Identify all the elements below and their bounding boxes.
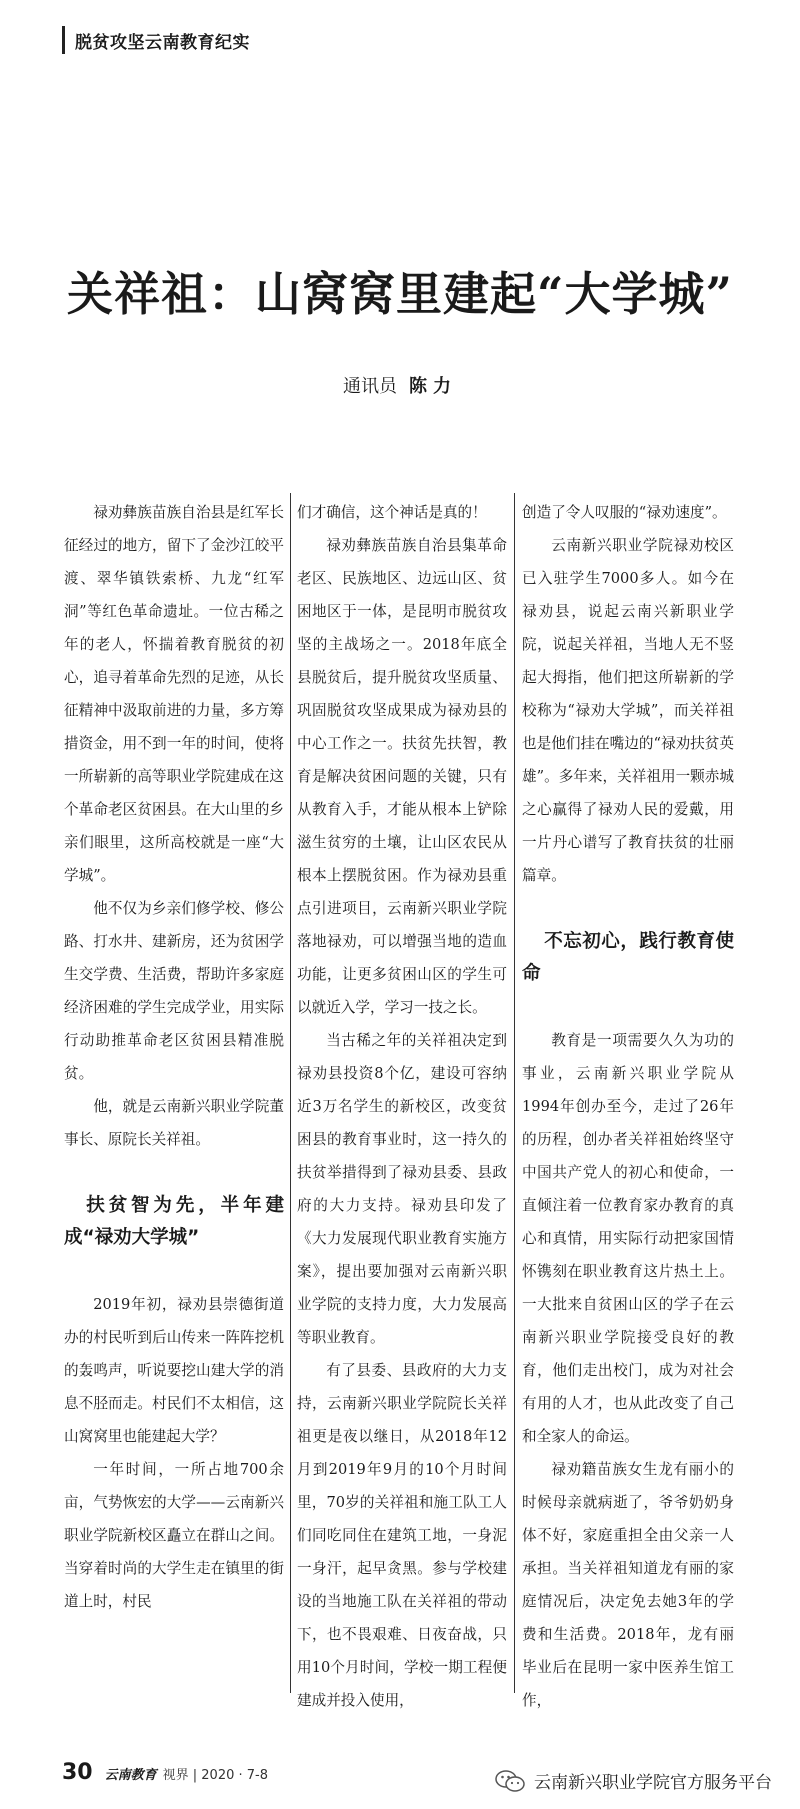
issue-info: 视界 | 2020 · 7-8	[162, 1768, 268, 1783]
paragraph: 禄劝彝族苗族自治县是红军长征经过的地方，留下了金沙江皎平渡、翠华镇铁索桥、九龙“红军洞”等红色革命遗址。一位古稀之年的老人，怀揣着教育脱贫的初心，追寻着革命先烈的足迹，从长征精神中汲取前进的力量，多方筹措资金，用不到一年的时间，使将一所崭新的高等职业学院建成在这个革命老区贫困县。在大山里的乡亲们眼里，这所高校就是一座“大学城”。	[64, 504, 284, 884]
paragraph: 禄劝彝族苗族自治县集革命老区、民族地区、边远山区、贫困地区于一体，是昆明市脱贫攻坚的主战场之一。2018年底全县脱贫后，提升脱贫攻坚质量、巩固脱贫攻坚成果成为禄劝县的中心工作之一。扶贫先扶智，教育是解决贫困问题的关键，只有从教育入手，才能从根本上铲除滋生贫穷的土壤，让山区农民从根本上摆脱贫困。作为禄劝县重点引进项目，云南新兴职业学院落地禄劝，可以增强当地的造血功能，让更多贫困山区的学生可以就近入学，学习一技之长。	[297, 537, 507, 1016]
column-divider	[290, 493, 291, 1693]
magazine-name: 云南教育	[104, 1768, 157, 1783]
paragraph: 当古稀之年的关祥祖决定到禄劝县投资8个亿，建设可容纳近3万名学生的新校区，改变贫困县的教育事业时，这一持久的扶贫举措得到了禄劝县委、县政府的大力支持。禄劝县印发了《大力发展现代职业教育实施方案》，提出要加强对云南新兴职业学院的支持力度，大力发展高等职业教育。	[297, 1032, 507, 1346]
page-number: 30	[62, 1760, 93, 1785]
byline	[0, 372, 800, 398]
section-label: 脱贫攻坚云南教育纪实	[75, 32, 250, 53]
byline-author: 陈力	[409, 376, 457, 397]
column-divider	[514, 493, 515, 1693]
page-footer	[62, 1760, 268, 1785]
paragraph: 有了县委、县政府的大力支持，云南新兴职业学院院长关祥祖更是夜以继日，从2018年12月到2019年9月的10个月时间里，70岁的关祥祖和施工队工人们同吃同住在建筑工地，一身泥一身汗，起早贪黑。参与学校建设的当地施工队在关祥祖的带动下，也不畏艰难、日夜奋战，只用10个月时间，学校一期工程便建成并投入使用，	[297, 1362, 507, 1709]
wechat-watermark	[494, 1768, 772, 1793]
paragraph: 们才确信，这个神话是真的！	[297, 504, 487, 521]
column-2	[297, 496, 507, 1709]
paragraph: 一年时间，一所占地700余亩，气势恢宏的大学——云南新兴职业学院新校区矗立在群山之间。当穿着时尚的大学生走在镇里的街道上时，村民	[64, 1461, 284, 1610]
wechat-icon	[494, 1769, 526, 1793]
paragraph: 创造了令人叹服的“禄劝速度”。	[522, 504, 727, 521]
section-heading: 不忘初心，践行教育使命	[522, 931, 734, 984]
paragraph: 教育是一项需要久久为功的事业，云南新兴职业学院从1994年创办至今，走过了26年的历程，创办者关祥祖始终坚守中国共产党人的初心和使命，一直倾注着一位教育家办教育的真心和真情，用实际行动把家国情怀镌刻在职业教育这片热土上。一大批来自贫困山区的学子在云南新兴职业学院接受良好的教育，他们走出校门，成为对社会有用的人才，也从此改变了自己和全家人的命运。	[522, 1032, 734, 1445]
section-heading: 扶贫智为先，半年建成“禄劝大学城”	[64, 1195, 284, 1248]
byline-role: 通讯员	[343, 376, 397, 397]
watermark-text: 云南新兴职业学院官方服务平台	[534, 1773, 772, 1793]
column-3	[522, 496, 734, 1709]
article-title: 关祥祖：山窝窝里建起“大学城”	[67, 267, 733, 321]
section-header	[62, 26, 250, 54]
paragraph: 2019年初，禄劝县崇德街道办的村民听到后山传来一阵阵挖机的轰鸣声，听说要挖山建大学的消息不胫而走。村民们不太相信，这山窝窝里也能建起大学？	[64, 1296, 284, 1445]
paragraph: 他，就是云南新兴职业学院董事长、原院长关祥祖。	[64, 1098, 284, 1148]
paragraph: 他不仅为乡亲们修学校、修公路、打水井、建新房，还为贫困学生交学费、生活费，帮助许多家庭经济困难的学生完成学业，用实际行动助推革命老区贫困县精准脱贫。	[64, 900, 284, 1082]
column-1	[64, 496, 284, 1696]
paragraph: 云南新兴职业学院禄劝校区已入驻学生7000多人。如今在禄劝县，说起云南兴新职业学院，说起关祥祖，当地人无不竖起大拇指，他们把这所崭新的学校称为“禄劝大学城”，而关祥祖也是他们挂在嘴边的“禄劝扶贫英雄”。多年来，关祥祖用一颗赤城之心赢得了禄劝人民的爱戴，用一片丹心谱写了教育扶贫的壮丽篇章。	[522, 537, 734, 884]
paragraph: 禄劝籍苗族女生龙有丽小的时候母亲就病逝了，爷爷奶奶身体不好，家庭重担全由父亲一人承担。当关祥祖知道龙有丽的家庭情况后，决定免去她3年的学费和生活费。2018年，龙有丽毕业后在昆明一家中医养生馆工作，	[522, 1461, 734, 1709]
